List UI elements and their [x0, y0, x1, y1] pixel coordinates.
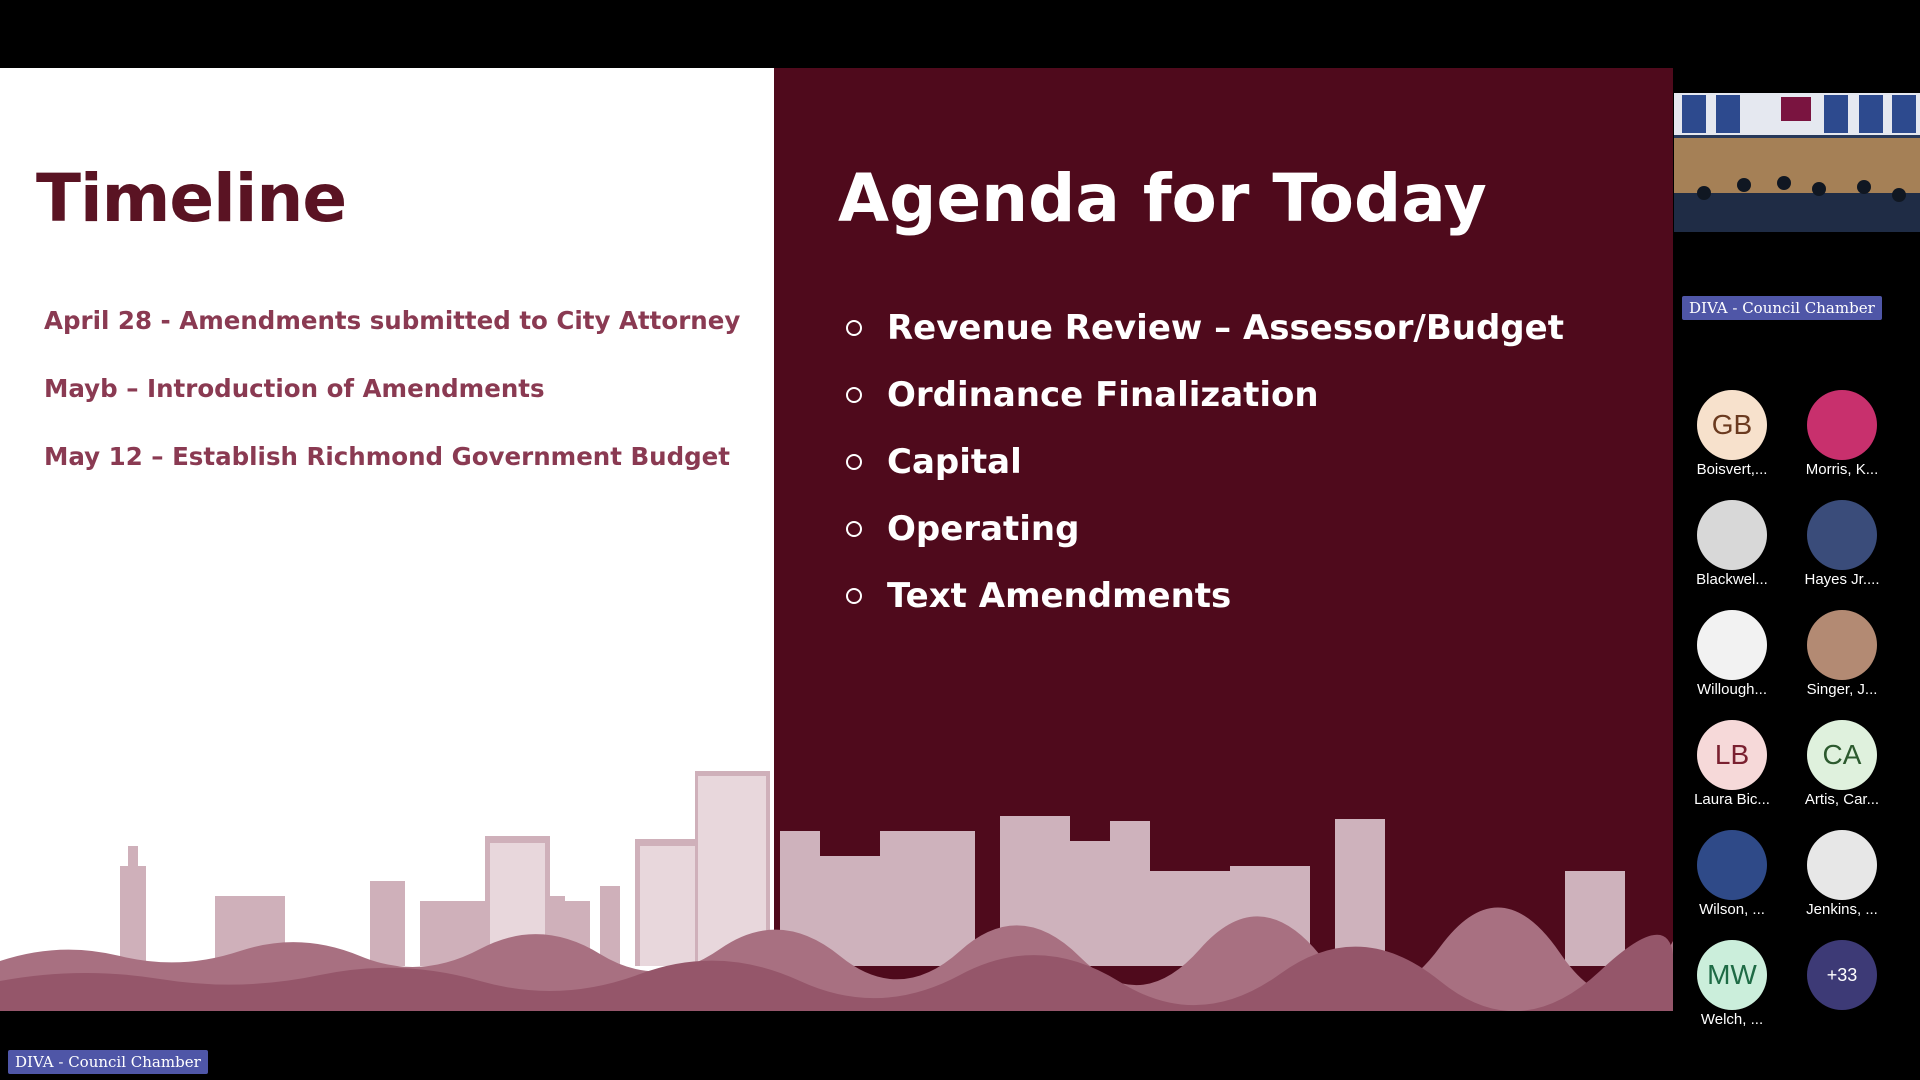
avatar: MW: [1697, 940, 1767, 1010]
participant-name: Willough...: [1696, 681, 1768, 698]
bullet-circle-icon: [846, 320, 862, 336]
shared-screen-source-label: DIVA - Council Chamber: [8, 1050, 208, 1074]
avatar: [1697, 610, 1767, 680]
agenda-item: [846, 294, 1564, 361]
participant-name: Jenkins, ...: [1806, 901, 1878, 918]
timeline-item: May 12 – Establish Richmond Government Budget: [44, 442, 731, 471]
agenda-title: Agenda for Today: [838, 160, 1487, 237]
timeline-item: Mayb – Introduction of Amendments: [44, 374, 545, 403]
participant-name: Singer, J...: [1806, 681, 1878, 698]
avatar: [1807, 610, 1877, 680]
avatar: [1807, 390, 1877, 460]
participant-tile[interactable]: [1787, 390, 1897, 480]
avatar: [1807, 500, 1877, 570]
avatar: [1807, 830, 1877, 900]
participant-name: Hayes Jr....: [1804, 571, 1880, 588]
avatar: [1697, 500, 1767, 570]
agenda-item-label: Operating: [887, 508, 1080, 549]
council-chamber-video-icon: [1674, 93, 1920, 232]
agenda-item-label: Text Amendments: [887, 575, 1232, 616]
skyline-image: [0, 771, 1673, 1011]
bullet-circle-icon: [846, 521, 862, 537]
avatar: LB: [1697, 720, 1767, 790]
participant-name: Boisvert,...: [1696, 461, 1768, 478]
participant-tile[interactable]: [1787, 720, 1897, 810]
participant-name: Wilson, ...: [1699, 901, 1765, 918]
more-participants-button[interactable]: [1787, 940, 1897, 1010]
bullet-circle-icon: [846, 387, 862, 403]
participant-tile[interactable]: [1677, 500, 1787, 590]
agenda-item: [846, 495, 1564, 562]
video-source-label: DIVA - Council Chamber: [1682, 296, 1882, 320]
participant-tile[interactable]: [1677, 390, 1787, 480]
participant-tile[interactable]: [1677, 940, 1787, 1030]
participant-tile[interactable]: [1787, 610, 1897, 700]
timeline-item: April 28 - Amendments submitted to City Attorney: [44, 306, 741, 335]
avatar: [1697, 830, 1767, 900]
agenda-item-label: Revenue Review – Assessor/Budget: [887, 307, 1564, 348]
overflow-count-badge: +33: [1807, 940, 1877, 1010]
agenda-list: [846, 294, 1564, 629]
participant-name: Welch, ...: [1700, 1011, 1764, 1028]
agenda-item: [846, 562, 1564, 629]
video-feed-tile[interactable]: [1674, 93, 1920, 232]
avatar: CA: [1807, 720, 1877, 790]
bullet-circle-icon: [846, 588, 862, 604]
participant-name: Blackwel...: [1696, 571, 1768, 588]
participant-tile[interactable]: [1787, 830, 1897, 920]
shared-slide: [0, 68, 1673, 1011]
participant-name: Morris, K...: [1805, 461, 1879, 478]
timeline-list: [44, 306, 740, 510]
agenda-item: [846, 428, 1564, 495]
agenda-item-label: Capital: [887, 441, 1022, 482]
participant-name: Artis, Car...: [1804, 791, 1880, 808]
participant-tile[interactable]: [1677, 830, 1787, 920]
agenda-item: [846, 361, 1564, 428]
participant-tile[interactable]: [1677, 720, 1787, 810]
avatar: GB: [1697, 390, 1767, 460]
participant-tile[interactable]: [1677, 610, 1787, 700]
participant-tile[interactable]: [1787, 500, 1897, 590]
agenda-item-label: Ordinance Finalization: [887, 374, 1319, 415]
participant-name: Laura Bic...: [1694, 791, 1770, 808]
bullet-circle-icon: [846, 454, 862, 470]
timeline-title: Timeline: [36, 160, 347, 237]
